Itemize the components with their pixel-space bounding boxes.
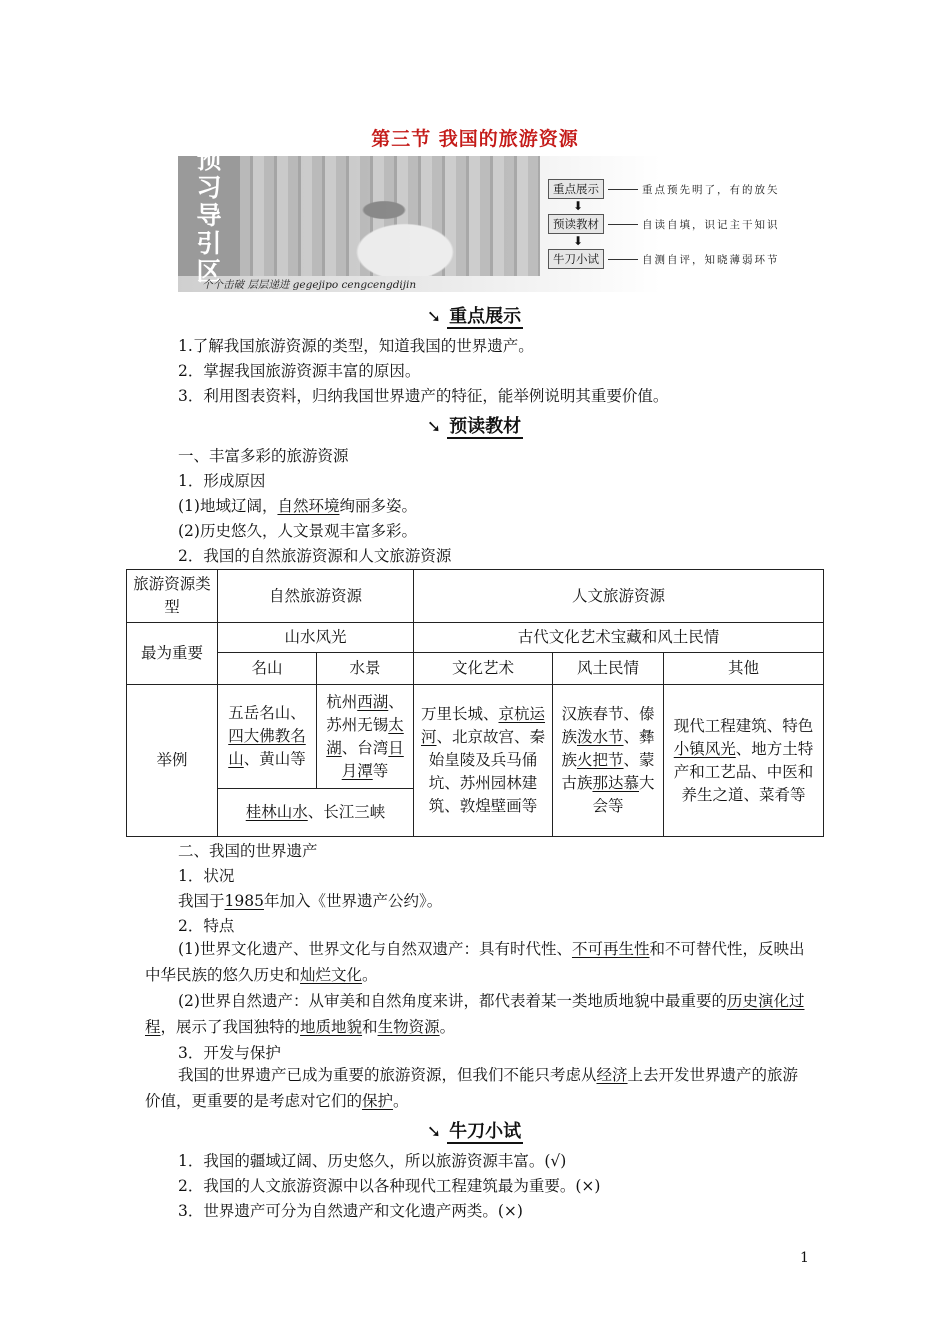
- arrow-down-right-icon: ➘: [426, 1122, 442, 1142]
- arrow-down-icon: ⬇: [572, 199, 584, 213]
- table-cell: 最为重要: [127, 623, 218, 685]
- subheading-causes: 1．形成原因: [178, 472, 266, 490]
- flow-step-desc: 自读自填，识记主干知识: [642, 218, 780, 231]
- section-heading-preview: ➘ 预读教材: [426, 416, 522, 437]
- banner-side-label: [178, 145, 240, 286]
- key-point-item: 2．掌握我国旅游资源丰富的原因。: [178, 362, 421, 380]
- status-text: 我国于1985年加入《世界遗产公约》。: [178, 892, 443, 910]
- cause-item: (1)地域辽阔，自然环境绚丽多姿。: [178, 497, 417, 515]
- quiz-item: 1．我国的疆域辽阔、历史悠久，所以旅游资源丰富。(√): [178, 1152, 567, 1170]
- flow-step-box: 重点展示: [548, 179, 604, 199]
- arrow-down-icon: ⬇: [572, 234, 584, 248]
- banner-char: 引: [196, 229, 222, 258]
- study-flow: [548, 178, 818, 270]
- guide-banner: [178, 145, 822, 292]
- flow-step: [548, 213, 818, 235]
- table-cell: 旅游资源类型: [127, 570, 218, 623]
- arrow-down-right-icon: ➘: [426, 417, 442, 437]
- heading-world-heritage: 二、我国的世界遗产: [178, 842, 318, 860]
- dash-line: [608, 189, 638, 190]
- heading-rich-resources: 一、丰富多彩的旅游资源: [178, 447, 349, 465]
- key-point-item: 3．利用图表资料，归纳我国世界遗产的特征，能举例说明其重要价值。: [178, 387, 669, 405]
- flow-step-desc: 重点预先明了，有的放矢: [642, 183, 780, 196]
- banner-caption: 个个击破 层层递进 gegejipo cengcengdijin: [202, 279, 417, 291]
- table-cell: 山水风光: [218, 623, 414, 653]
- arrow-down-right-icon: ➘: [426, 307, 442, 327]
- feature-paragraph: (1)世界文化遗产、世界文化与自然双遗产：具有时代性、不可再生性和不可替代性，反映出中华民族的悠久历史和灿烂文化。: [145, 940, 805, 984]
- flow-step-desc: 自测自评，知晓薄弱环节: [642, 253, 780, 266]
- table-cell: 古代文化艺术宝藏和风土民情: [414, 623, 824, 653]
- subheading-development: 3．开发与保护: [178, 1044, 281, 1062]
- page-title: 第三节 我国的旅游资源: [371, 128, 579, 150]
- reading-student-photo: [240, 156, 540, 276]
- dash-line: [608, 224, 638, 225]
- table-cell: 文化艺术: [414, 653, 553, 685]
- table-cell: 杭州西湖、苏州无锡太湖、台湾日月潭等: [317, 685, 414, 789]
- key-point-item: 1.了解我国旅游资源的类型，知道我国的世界遗产。: [178, 337, 534, 355]
- subheading-status: 1．状况: [178, 867, 235, 885]
- banner-char: 习: [196, 173, 222, 202]
- table-cell: 名山: [218, 653, 317, 685]
- table-cell: 现代工程建筑、特色小镇风光、地方土特产和工艺品、中医和养生之道、菜肴等: [664, 685, 824, 837]
- resource-table: [126, 569, 824, 837]
- quiz-item: 2．我国的人文旅游资源中以各种现代工程建筑最为重要。(×): [178, 1177, 601, 1195]
- table-cell: 其他: [664, 653, 824, 685]
- table-cell: 汉族春节、傣族泼水节、彝族火把节、蒙古族那达慕大会等: [553, 685, 664, 837]
- section-heading-quiz: ➘ 牛刀小试: [426, 1121, 522, 1142]
- flow-step-box: 牛刀小试: [548, 249, 604, 269]
- flow-step-box: 预读教材: [548, 214, 604, 234]
- table-cell: 水景: [317, 653, 414, 685]
- table-cell: 万里长城、京杭运河、北京故宫、秦始皇陵及兵马俑坑、苏州园林建筑、敦煌壁画等: [414, 685, 553, 837]
- table-cell: 桂林山水、长江三峡: [218, 789, 414, 837]
- cause-item: (2)历史悠久，人文景观丰富多彩。: [178, 522, 417, 540]
- table-cell: 人文旅游资源: [414, 570, 824, 623]
- table-cell: 举例: [127, 685, 218, 837]
- quiz-item: 3．世界遗产可分为自然遗产和文化遗产两类。(×): [178, 1202, 523, 1220]
- subheading-features: 2．特点: [178, 917, 235, 935]
- development-paragraph: 我国的世界遗产已成为重要的旅游资源，但我们不能只考虑从经济上去开发世界遗产的旅游价值，更重要的是考虑对它们的保护。: [145, 1066, 799, 1110]
- subheading-resource-types: 2．我国的自然旅游资源和人文旅游资源: [178, 547, 452, 565]
- banner-char: 导: [196, 201, 222, 230]
- banner-char: 区: [196, 257, 222, 286]
- flow-step: [548, 178, 818, 200]
- banner-char: 预: [196, 145, 222, 174]
- flow-step: [548, 248, 818, 270]
- table-cell: 五岳名山、四大佛教名山、黄山等: [218, 685, 317, 789]
- table-cell: 自然旅游资源: [218, 570, 414, 623]
- section-heading-key-points: ➘ 重点展示: [426, 306, 522, 327]
- dash-line: [608, 259, 638, 260]
- feature-paragraph: (2)世界自然遗产：从审美和自然角度来讲，都代表着某一类地质地貌中最重要的历史演化过程，展示了我国独特的地质地貌和生物资源。: [145, 992, 805, 1036]
- table-cell: 风土民情: [553, 653, 664, 685]
- page-number: 1: [800, 1250, 809, 1266]
